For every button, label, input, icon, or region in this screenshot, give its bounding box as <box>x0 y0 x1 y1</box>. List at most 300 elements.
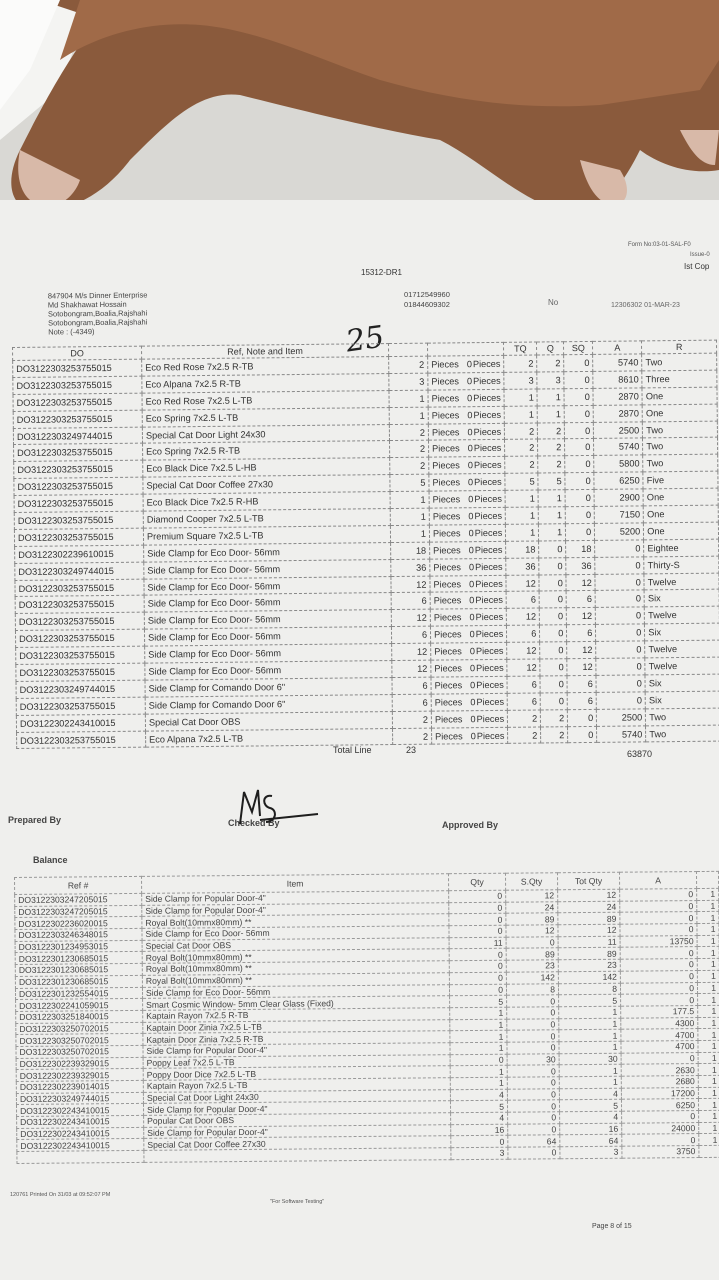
balance-cell-ref: DO3122303246348015 <box>15 928 142 941</box>
order-cell-q <box>540 676 567 693</box>
order-value-pieces: 0 <box>469 663 476 674</box>
order-cell-sq <box>567 675 596 692</box>
order-value-a: 0 <box>636 695 643 706</box>
order-cell-do <box>16 714 145 732</box>
order-value-do: DO3122303253755015 <box>18 599 115 611</box>
order-value-pieces: Pieces <box>433 545 461 556</box>
phone-2: 01844609302 <box>404 300 450 309</box>
order-value-item: Side Clamp for Eco Door- 56mm <box>147 597 281 609</box>
order-value-do: DO3122303249744015 <box>16 430 113 442</box>
balance-cell-ref: DO3122303250702015 <box>16 1022 143 1035</box>
balance-cell-sqty: 0 <box>507 1088 559 1100</box>
balance-cell-item: Kaptain Rayon 7x2.5 R-TB <box>143 1008 450 1022</box>
order-value-pieces: Pieces <box>433 561 461 573</box>
order-value-pieces: 0 <box>466 376 473 387</box>
order-value-sq: 0 <box>586 526 592 537</box>
balance-cell-ref: DO3122303249744015 <box>16 1092 143 1105</box>
order-value-do: DO3122303253755015 <box>19 700 116 712</box>
balance-cell-a: 4300 <box>621 1017 698 1029</box>
order-value-pieces: Pieces <box>475 595 504 606</box>
order-value-do: DO3122303253755015 <box>17 498 114 510</box>
balance-cell-totqty: 142 <box>558 971 620 983</box>
header-item: Ref, Note and Item <box>141 344 388 360</box>
order-value-q: 2 <box>556 442 562 453</box>
balance-cell-ref: DO3122303247205015 <box>15 893 142 906</box>
order-value-pieces: 0 <box>468 511 474 522</box>
balance-cell-qty: 0 <box>449 902 506 914</box>
order-cell-qty <box>389 407 428 424</box>
order-value-q: 1 <box>557 527 563 538</box>
balance-cell-a: 0 <box>622 1134 699 1146</box>
balance-cell-a: 0 <box>621 994 698 1006</box>
order-cell-sq <box>567 608 596 625</box>
balance-cell-totqty: 16 <box>560 1123 622 1135</box>
order-cell-do <box>15 545 144 563</box>
balance-cell-a: 3750 <box>622 1146 699 1158</box>
order-value-qty: 3 <box>419 376 425 387</box>
balance-cell-sqty: 30 <box>507 1053 559 1065</box>
order-value-pieces: Pieces <box>432 528 461 539</box>
order-cell-tq <box>507 642 540 659</box>
balance-cell-sqty: 12 <box>506 925 558 937</box>
balance-cell-qty: 1 <box>450 1007 507 1019</box>
order-cell-a <box>594 506 643 523</box>
order-value-pieces: Pieces <box>472 358 501 370</box>
order-cell-q <box>538 422 565 439</box>
order-value-r: Two <box>646 458 664 469</box>
balance-cell-sqty: 23 <box>506 960 558 972</box>
order-value-pieces: Pieces <box>476 730 505 741</box>
balance-cell-extra: 1 <box>698 1005 719 1017</box>
order-cell-sq <box>567 642 596 659</box>
order-cell-q <box>540 625 567 642</box>
balance-cell-extra: 1 <box>697 888 719 900</box>
order-value-r: Three <box>645 373 670 385</box>
balance-cell-item: Kaptain Door Zinia 7x2.5 L-TB <box>143 1019 450 1033</box>
order-cell-do <box>16 697 145 715</box>
balance-cell-qty: 0 <box>449 960 506 972</box>
order-value-a: 2870 <box>618 408 640 419</box>
order-value-tq: 5 <box>529 476 535 487</box>
order-cell-pieces <box>432 727 508 745</box>
balance-cell-qty: 0 <box>451 1136 508 1148</box>
order-cell-r <box>642 353 717 371</box>
order-value-pieces: Pieces <box>433 629 462 640</box>
balance-cell-sqty: 0 <box>508 1112 560 1124</box>
order-value-qty: 6 <box>421 629 428 640</box>
order-value-pieces: Pieces <box>473 426 502 437</box>
order-value-r: One <box>645 390 664 402</box>
order-cell-a <box>595 523 644 540</box>
order-value-qty: 6 <box>422 680 428 691</box>
header-a: A <box>593 341 642 355</box>
order-cell-do <box>14 460 143 478</box>
order-value-q: 2 <box>556 459 562 470</box>
balance-cell-ref: DO3122303250702015 <box>16 1034 143 1047</box>
order-cell-r <box>645 606 719 624</box>
order-value-item: Diamond Cooper 7x2.5 L-TB <box>146 513 264 525</box>
order-value-r: Two <box>646 441 664 452</box>
order-value-item: Eco Red Rose 7x2.5 L-TB <box>145 395 253 407</box>
order-value-sq: 0 <box>584 408 591 419</box>
order-value-sq: 0 <box>584 391 590 402</box>
order-cell-pieces <box>428 372 504 390</box>
order-value-do: DO3122303253755015 <box>17 531 114 543</box>
order-cell-a <box>596 658 645 675</box>
order-cell-a <box>593 388 642 405</box>
order-cell-tq <box>506 541 539 558</box>
page-number: Page 8 of 15 <box>592 1223 632 1230</box>
header-blank-1 <box>388 343 427 356</box>
order-cell-qty <box>392 711 431 728</box>
balance-cell-qty: 0 <box>449 984 506 996</box>
order-cell-qty <box>392 677 431 694</box>
order-cell-a <box>593 354 642 371</box>
order-cell-sq <box>567 658 596 675</box>
order-value-tq: 2 <box>532 713 538 724</box>
order-value-a: 0 <box>635 576 641 587</box>
order-cell-q <box>540 693 567 710</box>
order-value-r: One <box>647 526 665 537</box>
order-cell-do <box>14 444 143 462</box>
order-cell-r <box>645 657 719 675</box>
balance-cell-qty: 0 <box>449 914 506 926</box>
order-cell-r <box>645 640 719 658</box>
order-value-pieces: Pieces <box>431 409 460 421</box>
balance-cell-extra: 1 <box>698 1017 719 1029</box>
order-value-r: Two <box>645 357 663 368</box>
order-value-pieces: 0 <box>466 359 472 370</box>
balance-cell-totqty: 12 <box>558 889 620 901</box>
order-value-qty: 2 <box>419 444 426 455</box>
order-value-sq: 6 <box>587 678 593 689</box>
balance-cell-sqty: 0 <box>507 1065 559 1077</box>
balance-cell-extra: 1 <box>697 982 719 994</box>
order-value-item: Eco Spring 7x2.5 R-TB <box>146 446 241 457</box>
order-value-item: Premium Square 7x2.5 L-TB <box>146 530 264 542</box>
balance-cell-sqty: 0 <box>507 1042 559 1054</box>
order-value-pieces: 0 <box>468 528 474 539</box>
order-value-item: Special Cat Door Light 24x30 <box>145 428 266 441</box>
order-value-do: DO3122303249744015 <box>18 565 114 577</box>
balance-cell-extra: 1 <box>697 912 719 924</box>
order-value-tq: 6 <box>531 628 537 639</box>
balance-cell-ref <box>17 1151 144 1164</box>
order-cell-qty <box>391 559 430 576</box>
balance-cell-extra: 1 <box>698 1064 719 1076</box>
balance-cell-extra: 1 <box>699 1110 719 1122</box>
order-cell-tq <box>505 490 538 507</box>
order-value-do: DO3122303253755015 <box>16 396 113 408</box>
balance-cell-extra: 1 <box>697 923 719 935</box>
order-value-pieces: Pieces <box>431 393 460 404</box>
order-cell-pieces <box>430 575 506 593</box>
order-cell-tq <box>506 575 539 592</box>
customer-line-3: Sotobongram,Boalia,Rajshahi <box>47 308 148 319</box>
balance-cell-a: 177.5 <box>621 1005 698 1017</box>
order-cell-r <box>642 370 717 388</box>
order-value-a: 2900 <box>619 492 640 503</box>
order-cell-qty <box>389 373 428 390</box>
order-value-tq: 12 <box>526 645 537 656</box>
order-cell-qty <box>390 491 429 508</box>
order-value-pieces: Pieces <box>475 629 504 640</box>
order-value-q: 0 <box>557 543 563 555</box>
order-value-do: DO3122302243410015 <box>19 717 116 729</box>
order-cell-q <box>539 524 566 541</box>
order-cell-a <box>594 472 643 489</box>
order-cell-pieces <box>429 490 505 508</box>
order-value-pieces: Pieces <box>473 443 502 454</box>
order-cell-sq <box>566 523 595 540</box>
order-value-pieces: Pieces <box>432 494 461 505</box>
checked-by-label: Checked By <box>228 818 280 828</box>
order-value-q: 1 <box>555 391 561 403</box>
order-value-pieces: Pieces <box>476 679 504 691</box>
balance-cell-extra: 1 <box>699 1122 719 1134</box>
order-value-pieces: Pieces <box>433 578 462 590</box>
balance-cell-sqty: 0 <box>507 1100 559 1112</box>
balance-cell-sqty: 89 <box>506 913 558 925</box>
order-value-sq: 0 <box>585 442 591 453</box>
order-value-r: Twelve <box>647 576 677 587</box>
order-cell-qty <box>391 542 430 559</box>
balance-cell-qty: 3 <box>451 1147 508 1159</box>
order-value-qty: 1 <box>420 511 426 522</box>
order-value-q: 0 <box>557 594 564 605</box>
balance-cell-totqty: 11 <box>558 936 620 948</box>
balance-cell-ref: DO3122302241059015 <box>16 999 143 1012</box>
order-value-pieces: Pieces <box>476 713 505 724</box>
order-value-pieces: Pieces <box>434 680 463 691</box>
balance-cell-qty: 1 <box>450 1077 507 1089</box>
order-cell-do <box>16 663 145 681</box>
order-value-tq: 36 <box>525 561 536 572</box>
order-cell-sq <box>567 692 596 709</box>
customer-phones <box>404 290 450 310</box>
balance-cell-a: 0 <box>621 1052 698 1064</box>
balance-cell-a: 0 <box>620 889 697 901</box>
order-cell-q <box>539 541 566 558</box>
customer-note: Note : (-4349) <box>48 327 95 337</box>
balance-cell-sqty: 0 <box>507 1077 559 1089</box>
order-value-pieces: Pieces <box>473 375 501 387</box>
no-label: No <box>548 298 559 307</box>
order-value-pieces: Pieces <box>434 663 463 674</box>
order-value-pieces: Pieces <box>433 595 462 607</box>
order-value-pieces: Pieces <box>432 511 461 522</box>
order-cell-q <box>537 355 564 372</box>
order-cell-pieces <box>430 558 506 576</box>
order-value-sq: 0 <box>585 493 591 504</box>
header-blank-2 <box>427 342 503 356</box>
order-value-tq: 1 <box>528 392 534 403</box>
order-value-do: DO3122303253755015 <box>16 362 112 374</box>
order-value-pieces: Pieces <box>433 612 462 623</box>
balance-cell-sqty: 0 <box>507 1018 559 1030</box>
order-cell-q <box>539 557 566 574</box>
order-cell-qty <box>390 441 429 458</box>
order-value-sq: 6 <box>587 628 593 639</box>
order-value-r: Six <box>647 593 661 604</box>
balance-cell-extra: 1 <box>698 1052 719 1064</box>
order-value-pieces: 0 <box>467 392 473 403</box>
order-value-pieces: Pieces <box>434 697 463 708</box>
order-value-pieces: 0 <box>467 426 473 437</box>
balance-header-totqty: Tot Qty <box>557 872 619 890</box>
order-cell-sq <box>565 473 594 490</box>
order-cell-do <box>14 477 143 495</box>
balance-table <box>14 871 719 1164</box>
order-value-r: One <box>646 492 665 503</box>
order-cell-sq <box>568 726 597 743</box>
order-cell-pieces <box>429 524 505 542</box>
order-value-tq: 12 <box>525 611 537 622</box>
order-cell-a <box>593 405 642 422</box>
balance-cell-totqty: 5 <box>559 994 621 1006</box>
order-value-q: 2 <box>559 712 565 723</box>
order-value-sq: 12 <box>582 645 593 656</box>
order-value-r: One <box>645 407 664 418</box>
order-cell-pieces <box>430 541 506 559</box>
order-value-pieces: 0 <box>468 544 474 555</box>
order-cell-pieces <box>428 423 504 441</box>
order-value-qty: 2 <box>422 731 429 742</box>
order-cell-do <box>13 376 142 394</box>
order-cell-do <box>16 646 145 664</box>
order-value-tq: 1 <box>529 510 536 521</box>
order-value-a: 7150 <box>619 509 641 520</box>
total-line-label: Total Line <box>333 745 372 755</box>
order-cell-sq <box>565 422 594 439</box>
order-value-a: 5740 <box>621 728 643 740</box>
order-cell-qty <box>392 660 431 677</box>
order-cell-do <box>16 680 145 698</box>
order-value-q: 0 <box>558 662 564 673</box>
balance-cell-ref: DO3122302239329015 <box>16 1057 143 1070</box>
balance-cell-qty: 16 <box>451 1124 508 1136</box>
order-value-do: DO3122303253755015 <box>17 447 113 459</box>
balance-cell-ref: DO3122301230685015 <box>15 975 142 988</box>
order-value-q: 2 <box>556 425 562 436</box>
balance-cell-extra: 1 <box>698 1040 719 1052</box>
form-number: Form No:03-01-SAL-F0 <box>628 242 691 248</box>
order-value-r: Twelve <box>648 644 678 655</box>
order-value-a: 0 <box>636 661 642 672</box>
order-value-pieces: Pieces <box>473 409 502 420</box>
order-value-pieces: Pieces <box>476 662 504 674</box>
order-cell-a <box>596 692 645 709</box>
order-value-pieces: Pieces <box>476 696 505 707</box>
balance-cell-a: 0 <box>620 970 697 982</box>
order-cell-qty <box>391 593 430 610</box>
order-value-tq: 2 <box>529 459 535 470</box>
balance-header-extra <box>696 871 718 888</box>
order-value-pieces: 0 <box>467 460 474 471</box>
order-value-pieces: Pieces <box>434 646 462 657</box>
order-cell-do <box>13 410 142 428</box>
order-cell-pieces <box>431 676 507 694</box>
order-cell-q <box>539 591 566 608</box>
customer-line-4: Sotobongram,Boalia,Rajshahi <box>48 317 148 328</box>
order-value-pieces: 0 <box>469 595 475 606</box>
order-cell-tq <box>505 423 538 440</box>
order-value-q: 0 <box>557 560 563 571</box>
order-cell-qty <box>389 356 428 373</box>
order-value-q: 0 <box>557 577 563 588</box>
order-value-item: Side Clamp for Eco Door- 56mm <box>147 580 281 593</box>
balance-cell-ref: DO3122302243410015 <box>17 1139 144 1152</box>
order-value-q: 5 <box>556 476 562 487</box>
printed-on: 120761 Printed On 31/03 at 09:52:07 PM <box>10 1192 111 1198</box>
order-value-qty: 1 <box>420 494 426 505</box>
balance-cell-item: Special Cat Door OBS <box>142 937 449 951</box>
order-value-qty: 2 <box>420 460 426 472</box>
balance-cell-a: 0 <box>620 959 697 971</box>
order-value-pieces: Pieces <box>474 477 502 488</box>
order-cell-do <box>14 511 143 529</box>
order-value-q: 3 <box>555 375 561 386</box>
balance-cell-extra: 1 <box>699 1134 719 1146</box>
order-value-sq: 0 <box>585 425 591 436</box>
order-value-pieces: Pieces <box>431 359 459 370</box>
order-value-pieces: Pieces <box>431 376 460 387</box>
order-value-item: Eco Spring 7x2.5 L-TB <box>145 412 239 424</box>
order-cell-r <box>646 708 719 726</box>
balance-cell-extra: 1 <box>697 947 719 959</box>
order-cell-r <box>645 674 719 692</box>
order-value-tq: 18 <box>525 544 536 555</box>
order-value-do: DO3122303253755015 <box>18 582 115 594</box>
order-cell-tq <box>507 659 540 676</box>
balance-cell-qty: 0 <box>449 949 506 961</box>
balance-cell-extra: 1 <box>697 900 719 912</box>
balance-cell-totqty: 89 <box>558 948 620 960</box>
order-value-sq: 0 <box>588 712 594 723</box>
order-cell-r <box>645 691 719 709</box>
order-value-pieces: 0 <box>470 730 476 741</box>
order-cell-q <box>538 473 565 490</box>
order-value-pieces: 0 <box>470 696 476 707</box>
balance-cell-extra: 1 <box>698 1087 719 1099</box>
order-value-pieces: Pieces <box>475 645 504 657</box>
order-value-pieces: 0 <box>468 561 475 572</box>
balance-cell-extra: 1 <box>698 1029 719 1041</box>
order-cell-r <box>643 488 718 506</box>
order-value-pieces: Pieces <box>431 426 460 438</box>
order-cell-qty <box>389 390 428 407</box>
balance-cell-totqty: 89 <box>558 913 620 925</box>
order-cell-a <box>595 573 644 590</box>
order-cell-r <box>643 438 718 456</box>
order-cell-pieces <box>429 440 505 458</box>
order-value-sq: 0 <box>584 374 590 385</box>
order-cell-pieces <box>431 693 507 711</box>
balance-cell-a: 4700 <box>621 1029 698 1041</box>
order-cell-q <box>537 372 564 389</box>
balance-header-qty: Qty <box>448 873 505 890</box>
order-value-sq: 0 <box>585 476 591 487</box>
order-value-a: 2500 <box>618 424 640 436</box>
balance-cell-item: Poppy Leaf 7x2.5 L-TB <box>143 1054 450 1068</box>
order-cell-tq <box>507 693 540 710</box>
order-cell-do <box>13 359 142 377</box>
order-cell-q <box>537 389 564 406</box>
order-cell-sq <box>565 506 594 523</box>
balance-cell-a: 2680 <box>621 1076 698 1088</box>
order-value-sq: 12 <box>581 577 592 588</box>
balance-cell-item: Special Cat Door Light 24x30 <box>143 1089 450 1103</box>
